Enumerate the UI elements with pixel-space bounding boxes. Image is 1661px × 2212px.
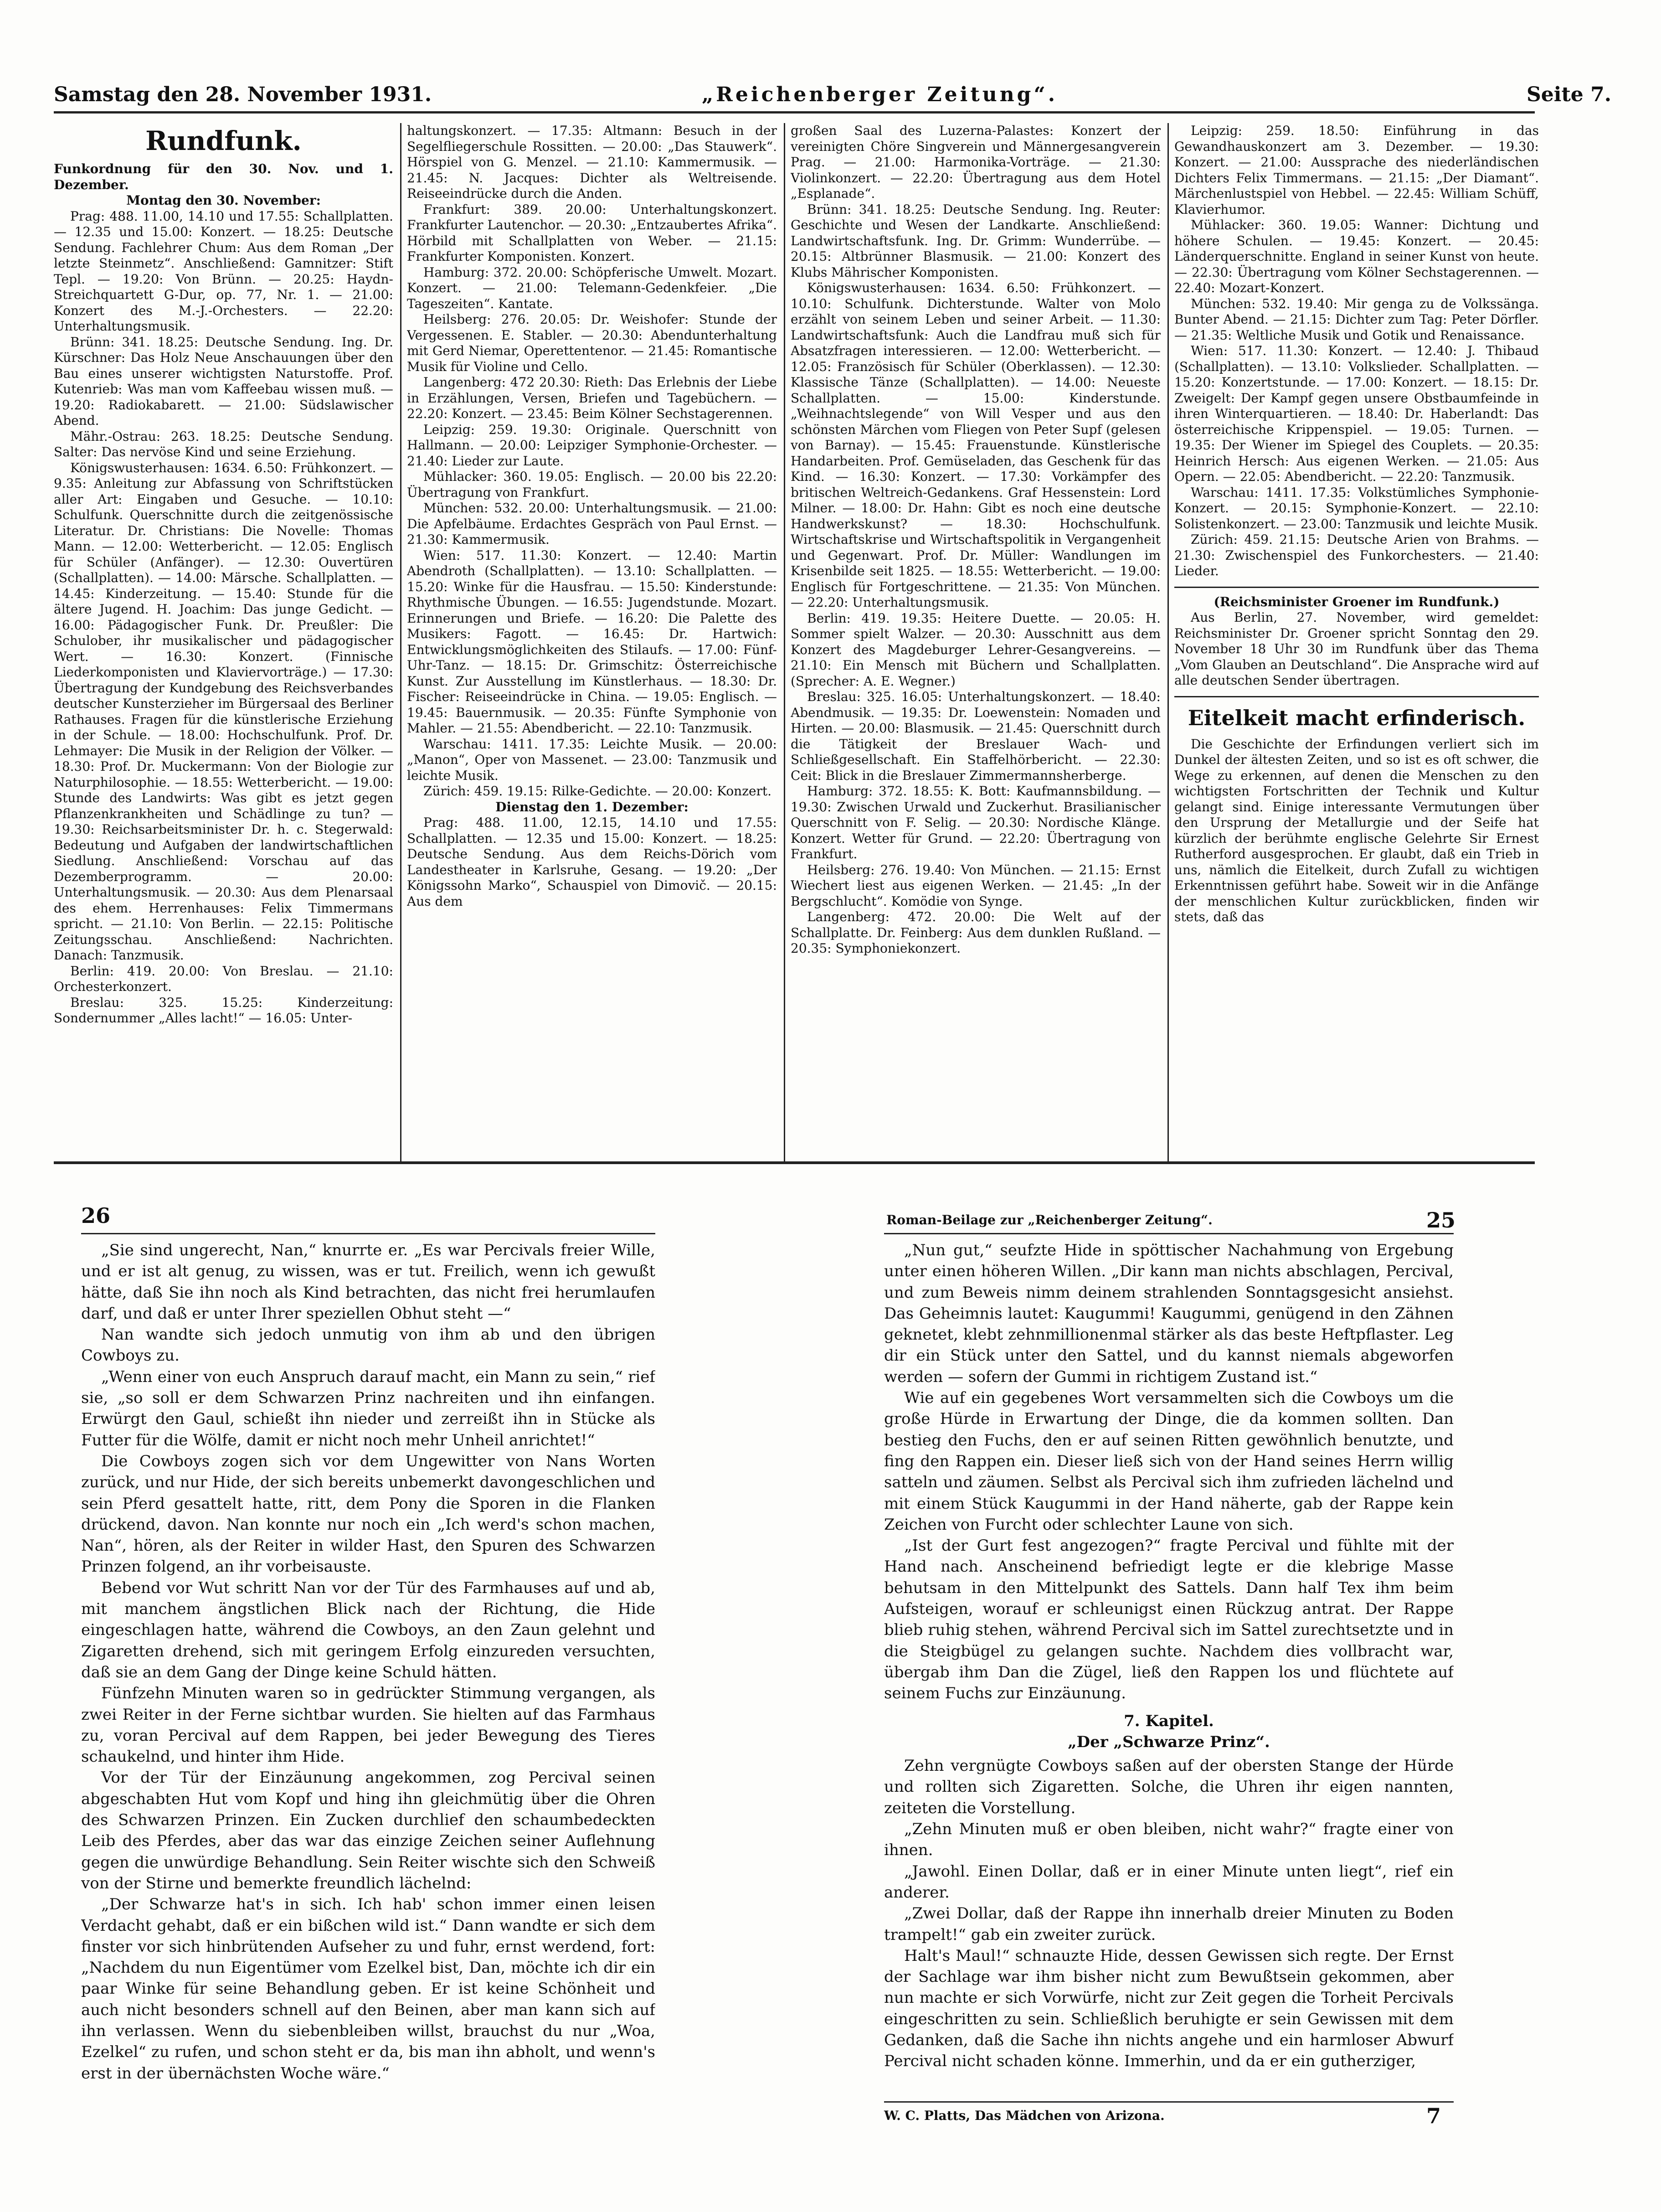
station-entry: Heilsberg: 276. 19.40: Von München. — 21.15: Ernst Wiechert liest aus eigenen Werken. — 21.45: „In der Bergschlucht“. Komödie von Synge.	[791, 862, 1161, 909]
novel-right-page-number: 25	[1426, 1208, 1456, 1232]
novel-paragraph: „Zehn Minuten muß er oben bleiben, nicht wahr?“ fragte einer von ihnen.	[884, 1820, 1454, 1860]
novel-right-column	[884, 1240, 1454, 2097]
rundfunk-column-2	[407, 123, 777, 1158]
station-entry: Warschau: 1411. 17.35: Leichte Musik. — 20.00: „Manon“, Oper von Massenet. — 23.00: Tanzmusik und leichte Musik.	[407, 736, 777, 783]
rundfunk-column-3	[791, 123, 1161, 1158]
section-bottom-rule	[54, 1161, 1535, 1164]
station-entry: Wien: 517. 11.30: Konzert. — 12.40: Martin Abendroth (Schallplatten). — 13.10: Schallplatten. — 15.20: Winke für die Hausfrau. — 15.50: Kinderstunde: Rhythmische Übungen. — 16.55: Jugendstunde. Mozart. Erinnerungen und Briefe. — 16.20: Die Palette des Musikers: Fagott. — 16.45: Dr. Hartwich: Entwicklungsmöglichkeiten des Stilaufs. — 17.00: Fünf-Uhr-Tanz. — 18.15: Dr. Grimschitz: Österreichische Kunst. Zur Ausstellung im Künstlerhaus. — 18.30: Dr. Fischer: Reiseeindrücke in China. — 19.05: Englisch. — 19.45: Bauernmusik. — 20.35: Fünfte Symphonie von Mahler. — 21.55: Abendbericht. — 22.10: Tanzmusik.	[407, 547, 777, 736]
novel-paragraph: „Der Schwarze hat's in sich. Ich hab' schon immer einen leisen Verdacht gehabt, daß er ein bißchen wild ist.“ Dann wandte er sich dem finster vor sich hinbrütenden Aufseher zu und fuhr, ernst werdend, fort: „Nachdem du nun Eigentümer vom Ezelkel bist, Dan, möchte ich dir ein paar Winke für seine Behandlung geben. Er ist keine Schönheit und auch nicht besonders schnell auf den Beinen, aber man kann sich auf ihn verlassen. Wenn du siebenbleiben willst, brauchst du nur „Woa, Ezelkel“ zu rufen, und schon steht er da, bis man ihn abholt, und wenn's erst in der übernächsten Woche wäre.“	[81, 1895, 655, 2083]
station-entry: Leipzig: 259. 19.30: Originale. Querschnitt von Hallmann. — 20.00: Leipziger Symphonie-Orchester. — 21.40: Lieder zur Laute.	[407, 422, 777, 469]
rundfunk-column-4	[1174, 123, 1539, 1158]
station-entry: Königswusterhausen: 1634. 6.50: Frühkonzert. — 9.35: Anleitung zur Abfassung von Schriftstücken aller Art: Eingaben und Gesuche. — 10.10: Schulfunk. Querschnitte durch die zeitgenössische Literatur. Dr. Christians: Die Novelle: Thomas Mann. — 12.00: Wetterbericht. — 12.05: Englisch für Schüler (Anfänger). — 12.30: Ouvertüren (Schallplatten). — 14.00: Märsche. Schallplatten. — 14.45: Kinderzeitung. — 15.40: Stunde für die ältere Jugend. H. Joachim: Das junge Gedicht. — 16.00: Pädagogischer Funk. Dr. Preußler: Die Schulober, ihr musikalischer und pädagogischer Wert. — 16.30: Konzert. (Finnische Liederkomponisten und Klaviervorträge.) — 17.30: Übertragung der Kundgebung des Reichsverbandes deutscher Kunsterzieher im Bürgersaal des Berliner Rathauses. Fragen für die künstlerische Erziehung in der Schule. — 18.00: Hochschulfunk. Prof. Dr. Lehmayer: Die Musik in der Religion der Völker. — 18.30: Prof. Dr. Muckermann: Von der Biologie zur Naturphilosophie. — 18.55: Wetterbericht. — 19.00: Stunde des Landwirts: Was gibt es jetzt gegen Pflanzenkrankheiten und Schädlinge zu tun? — 19.30: Reichsarbeitsminister Dr. h. c. Stegerwald: Bedeutung und Aufgaben der landwirtschaftlichen Siedlung. Anschließend: Vorschau auf das Dezemberprogramm. — 20.00: Unterhaltungsmusik. — 20.30: Aus dem Plenarsaal des ehem. Herrenhauses: Felix Timmermans spricht. — 21.10: Von Berlin. — 22.15: Politische Zeitungsschau. Anschließend: Nachrichten. Danach: Tanzmusik.	[54, 460, 393, 963]
station-entry: Königswusterhausen: 1634. 6.50: Frühkonzert. — 10.10: Schulfunk. Dichterstunde. Walter von Molo erzählt von seinem Leben und seiner Arbeit. — 11.30: Landwirtschaftsfunk: Auch die Landfrau muß sich für Absatzfragen interessieren. — 12.00: Wetterbericht. — 12.05: Französisch für Schüler (Oberklassen). — 12.30: Klassische Tänze (Schallplatten). — 14.00: Neueste Schallplatten. — 15.00: Kinderstunde. „Weihnachtslegende“ von Will Vesper und aus den schönsten Märchen vom Fliegen von Peter Supf (gelesen von Barnay). — 15.45: Frauenstunde. Künstlerische Handarbeiten. Prof. Gemüseladen, das Geschenk für das Kind. — 16.30: Konzert. — 17.30: Vorkämpfer des britischen Weltreich-Gedankens. Graf Hessenstein: Lord Milner. — 18.00: Dr. Hahn: Gibt es noch eine deutsche Handwerkskunst? — 18.30: Hochschulfunk. Wirtschaftskrise und Wirtschaftspolitik in Vergangenheit und Gegenwart. Prof. Dr. Müller: Wandlungen im Krisenbilde seit 1825. — 18.55: Wetterbericht. — 19.00: Englisch für Fortgeschrittene. — 21.35: Von München. — 22.20: Unterhaltungsmusik.	[791, 280, 1161, 610]
station-entry: Brünn: 341. 18.25: Deutsche Sendung. Ing. Reuter: Geschichte und Wesen der Landkarte. Anschließend: Landwirtschaftsfunk. Ing. Dr. Grimm: Wunderrübe. — 20.15: Altbrünner Blasmusik. — 21.00: Konzert des Klubs Mährischer Komponisten.	[791, 201, 1161, 280]
news-note-title: (Reichsminister Groener im Rundfunk.)	[1214, 594, 1500, 609]
novel-footer-rule	[884, 2101, 1454, 2103]
chapter-title: „Der „Schwarze Prinz“.	[1068, 1732, 1270, 1751]
novel-paragraph: „Jawohl. Einen Dollar, daß er in einer Minute unten liegt“, rief ein anderer.	[884, 1862, 1454, 1902]
column-divider	[400, 123, 401, 1162]
station-entry: Prag: 488. 11.00, 14.10 und 17.55: Schallplatten. — 12.35 und 15.00: Konzert. — 18.25: Deutsche Sendung. Fachlehrer Chum: Aus dem Roman „Der letzte Steinmetz“. Anschließend: Gamnitzer: Stift Tepl. — 19.20: Von Brünn. — 20.25: Haydn-Streichquartett G-Dur, op. 77, Nr. 1. — 21.00: Konzert des M.-J.-Orchesters. — 22.20: Unterhaltungsmusik.	[54, 208, 393, 334]
station-entry: Hamburg: 372. 20.00: Schöpferische Umwelt. Mozart. Konzert. — 21.00: Telemann-Gedenkfeier. „Die Tageszeiten“. Kantate.	[407, 264, 777, 311]
novel-paragraph: „Wenn einer von euch Anspruch darauf macht, ein Mann zu sein,“ rief sie, „so soll er dem Schwarzen Prinz nachreiten und ihn einfangen. Erwürgt den Gaul, schießt ihn nieder und zerreißt ihn in Stücke als Futter für die Wölfe, damit er nicht noch mehr Unheil anrichtet!“	[81, 1367, 655, 1449]
novel-paragraph: Vor der Tür der Einzäunung angekommen, zog Percival seinen abgeschabten Hut vom Kopf und hing ihn gleichmütig über die Ohren des Schwarzen Prinzen. Ein Zucken durchlief den schaumbedeckten Leib des Pferdes, aber das war das einzige Zeichen seiner Auflehnung gegen die unwürdige Behandlung. Sein Reiter wischte sich den Schweiß von der Stirne und bemerkte freundlich lächelnd:	[81, 1769, 655, 1892]
novel-paragraph: „Ist der Gurt fest angezogen?“ fragte Percival und fühlte mit der Hand nach. Anscheinend befriedigt legte er die klebrige Masse behutsam in den Mittelpunkt des Sattels. Dann half Tex ihm beim Aufsteigen, worauf er schleunigst einen Rückzug antrat. Der Rappe blieb ruhig stehen, während Percival sich im Sattel zurechtsetzte und in die Steigbügel zu gelangen suchte. Nachdem dies vollbracht war, übergab ihm Dan die Zügel, ließ den Rappen los und flüchtete auf seinem Fuchs zur Einzäunung.	[884, 1537, 1454, 1703]
novel-paragraph: „Nun gut,“ seufzte Hide in spöttischer Nachahmung von Ergebung unter einen höheren Willen. „Dir kann man nichts abschlagen, Percival, und zum Beweis nimm deinem strahlenden Sonntagsgesicht ansiehst. Das Geheimnis lautet: Kaugummi! Kaugummi, genügend in den Zähnen geknetet, klebt zehnmillionenmal stärker als das beste Heftpflaster. Leg dir ein Stück unter den Sattel, und du kannst niemals abgeworfen werden — sofern der Gummi in richtigem Zustand ist.“	[884, 1241, 1454, 1386]
header-page-number: Seite 7.	[1527, 83, 1612, 106]
station-entry: Hamburg: 372. 18.55: K. Bott: Kaufmannsbildung. — 19.30: Zwischen Urwald und Zuckerhut. Brasilianischer Querschnitt von F. Selig. — 20.30: Nordische Klänge. Konzert. Wetter für Grund. — 22.20: Übertragung von Frankfurt.	[791, 784, 1161, 861]
novel-paragraph: Nan wandte sich jedoch unmutig von ihm ab und den übrigen Cowboys zu.	[81, 1325, 655, 1365]
station-entry: haltungskonzert. — 17.35: Altmann: Besuch in der Segelfliegerschule Rossitten. — 20.00: „Das Stauwerk“. Hörspiel von G. Menzel. — 21.10: Kammermusik. — 21.45: N. Jacques: Dichter als Weltreisende. Reiseeindrücke durch die Anden.	[407, 123, 777, 201]
station-entry: großen Saal des Luzerna-Palastes: Konzert der vereinigten Chöre Singverein und Männergesangverein Prag. — 21.00: Harmonika-Vorträge. — 21.30: Violinkonzert. — 22.20: Übertragung aus dem Hotel „Esplanade“.	[791, 123, 1161, 201]
station-entry: Zürich: 459. 21.15: Deutsche Arien von Brahms. — 21.30: Zwischenspiel des Funkorchesters. — 21.40: Lieder.	[1174, 532, 1539, 578]
station-entry: Langenberg: 472. 20.00: Die Welt auf der Schallplatte. Dr. Feinberg: Aus dem dunklen Rußland. — 20.35: Symphoniekonzert.	[791, 909, 1161, 956]
novel-paragraph: Bebend vor Wut schritt Nan vor der Tür des Farmhauses auf und ab, mit manchem ängstlichen Blick nach der Richtung, die Hide eingeschlagen hatte, während die Cowboys, an den Zaun gelehnt und Zigaretten drehend, sich mit geringem Erfolg einzureden versuchten, daß sie an dem Gang der Dinge keine Schuld hätten.	[81, 1578, 655, 1681]
novel-paragraph: Die Cowboys zogen sich vor dem Ungewitter von Nans Worten zurück, und nur Hide, der sich bereits unbemerkt davongeschlichen und sein Pferd gesattelt hatte, ritt, dem Pony die Sporen in die Flanken drückend, davon. Nan konnte nur noch ein „Ich werd's schon machen, Nan“, hören, als der Reiter in wilder Hast, den Spuren des Schwarzen Prinzen folgend, an ihr vorbeisauste.	[81, 1452, 655, 1576]
novel-left-rule	[81, 1233, 655, 1234]
station-entry: Breslau: 325. 16.05: Unterhaltungskonzert. — 18.40: Abendmusik. — 19.35: Dr. Loewenstein: Nomaden und Hirten. — 20.00: Blasmusik. — 21.45: Querschnitt durch die Tätigkeit der Breslauer Wach- und Schließgesellschaft. Ein Staffelhörbericht. — 22.30: Ceit: Blick in die Breslauer Zimmermannsherberge.	[791, 689, 1161, 783]
station-entry: Prag: 488. 11.00, 12.15, 14.10 und 17.55: Schallplatten. — 12.35 und 15.00: Konzert. — 18.25: Deutsche Sendung. Aus dem Reichs-Dörich vom Landestheater in Karlsruhe, Gesang. — 19.20: „Der Königssohn Marko“, Schauspiel von Dimovič. — 20.15: Aus dem	[407, 815, 777, 909]
novel-paragraph: Wie auf ein gegebenes Wort versammelten sich die Cowboys um die große Hürde in Erwartung der Dinge, die da kommen sollten. Dan bestieg den Fuchs, den er auf seinen Ritten gewöhnlich benutzte, und fing den Rappen ein. Dieser ließ sich von der Hand seines Herrn willig satteln und zäumen. Selbst als Percival sich ihm zufrieden lächelnd und mit einem Stück Kaugummi in der Hand näherte, gab der Rappe kein Zeichen von Furcht oder schlechter Laune von sich.	[884, 1389, 1454, 1534]
column-divider	[784, 123, 785, 1162]
station-entry: Breslau: 325. 15.25: Kinderzeitung: Sondernummer „Alles lacht!“ — 16.05: Unter-	[54, 995, 393, 1026]
novel-left-page-number: 26	[81, 1203, 111, 1228]
novel-paragraph: Zehn vergnügte Cowboys saßen auf der obersten Stange der Hürde und rollten sich Zigaretten. Solche, die Uhren ihr eigen nannten, zeiteten die Vorstellung.	[884, 1757, 1454, 1817]
station-entry: Wien: 517. 11.30: Konzert. — 12.40: J. Thibaud (Schallplatten). — 13.10: Volkslieder. Schallplatten. — 15.20: Konzertstunde. — 17.00: Konzert. — 18.15: Dr. Zweigelt: Der Kampf gegen unsere Obstbaumfeinde in ihren Winterquartieren. — 18.40: Dr. Haberlandt: Das österreichische Krippenspiel. — 19.05: Turnen. — 19.35: Der Wiener im Spiegel des Couplets. — 20.35: Heinrich Hersch: Aus eigenen Werken. — 21.05: Aus Opern. — 22.05: Abendbericht. — 22.20: Tanzmusik.	[1174, 343, 1539, 484]
column-divider	[1167, 123, 1169, 1162]
station-entry: Mähr.-Ostrau: 263. 18.25: Deutsche Sendung. Salter: Das nervöse Kind und seine Erziehung.	[54, 428, 393, 459]
station-entry: Berlin: 419. 20.00: Von Breslau. — 21.10: Orchesterkonzert.	[54, 963, 393, 994]
day-heading: Dienstag den 1. Dezember:	[495, 799, 689, 815]
novel-supplement-title: Roman-Beilage zur „Reichenberger Zeitung“.	[886, 1212, 1213, 1227]
header-date: Samstag den 28. November 1931.	[54, 83, 432, 106]
station-entry: Langenberg: 472 20.30: Rieth: Das Erlebnis der Liebe in Erzählungen, Versen, Briefen und Tagebüchern. — 22.20: Konzert. — 23.45: Beim Kölner Sechstagerennen.	[407, 375, 777, 421]
article-headline: Eitelkeit macht erfinderisch.	[1188, 705, 1526, 730]
article-text: Die Geschichte der Erfindungen verliert sich im Dunkel der ältesten Zeiten, und so ist es oft schwer, die Wege zu erkennen, auf denen die Menschen zu den wichtigsten Fortschritten der Technik und Kultur gelangt sind. Einige interessante Vermutungen über den Ursprung der Metallurgie und der Seife hat kürzlich der berühmte englische Gelehrte Sir Ernest Rutherford ausgesprochen. Er glaubt, daß ein Trieb in uns, nämlich die Eitelkeit, durch Zufall zu wichtigen Erkenntnissen geführt habe. Soweit wir in die Anfänge der menschlichen Kultur zurückblicken, finden wir stets, daß das	[1174, 736, 1539, 924]
novel-right-rule	[884, 1233, 1454, 1234]
header-rule	[54, 111, 1535, 113]
day-heading: Montag den 30. November:	[126, 193, 321, 208]
station-entry: München: 532. 20.00: Unterhaltungsmusik. — 21.00: Die Apfelbäume. Erdachtes Gespräch von Paul Ernst. — 21.30: Kammermusik.	[407, 500, 777, 547]
section-rule	[1174, 689, 1539, 697]
station-entry: Mühlacker: 360. 19.05: Englisch. — 20.00 bis 22.20: Übertragung von Frankfurt.	[407, 469, 777, 500]
rundfunk-column-1	[54, 123, 393, 1158]
station-entry: Zürich: 459. 19.15: Rilke-Gedichte. — 20.00: Konzert.	[423, 784, 772, 799]
novel-paragraph: „Sie sind ungerecht, Nan,“ knurrte er. „Es war Percivals freier Wille, und er ist alt genug, zu wissen, was er tut. Freilich, wenn ich gewußt hätte, daß Sie ihn noch als Kind betrachten, das nicht frei herumlaufen darf, und daß er unter Ihrer speziellen Obhut steht —“	[81, 1241, 655, 1323]
station-entry: Frankfurt: 389. 20.00: Unterhaltungskonzert. Frankfurter Lautenchor. — 20.30: „Entzaubertes Afrika“. Hörbild mit Schallplatten von Weber. — 21.15: Frankfurter Komponisten. Konzert.	[407, 201, 777, 264]
station-entry: Brünn: 341. 18.25: Deutsche Sendung. Ing. Dr. Kürschner: Das Holz Neue Anschauungen über den Bau eines unserer wichtigsten Naturstoffe. Prof. Kutenrieb: Was man vom Kaffeebau wissen muß. — 19.20: Radiokabarett. — 21.00: Südslawischer Abend.	[54, 334, 393, 428]
station-entry: Warschau: 1411. 17.35: Volkstümliches Symphonie-Konzert. — 20.15: Symphonie-Konzert. — 22.10: Solistenkonzert. — 23.00: Tanzmusik und leichte Musik.	[1174, 485, 1539, 531]
header-newspaper-name: „Reichenberger Zeitung“.	[702, 83, 1058, 106]
chapter-heading: 7. Kapitel.	[1124, 1712, 1214, 1730]
novel-left-column	[81, 1240, 655, 2151]
station-entry: Heilsberg: 276. 20.05: Dr. Weishofer: Stunde der Vergessenen. E. Stabler. — 20.30: Abendunterhaltung mit Gerd Niemar, Operettentenor. — 21.45: Romantische Musik für Violine und Cello.	[407, 312, 777, 374]
rundfunk-subtitle: Funkordnung für den 30. Nov. und 1. Dezember.	[54, 161, 393, 192]
section-rule	[1174, 579, 1539, 588]
station-entry: Berlin: 419. 19.35: Heitere Duette. — 20.05: H. Sommer spielt Walzer. — 20.30: Ausschnitt aus dem Konzert des Magdeburger Lehrer-Gesangvereins. — 21.10: Ein Mensch mit Büchern und Schallplatten. (Sprecher: A. E. Wegner.)	[791, 610, 1161, 689]
rundfunk-title: Rundfunk.	[145, 125, 302, 156]
news-note-text: Aus Berlin, 27. November, wird gemeldet: Reichsminister Dr. Groener spricht Sonntag den 29. November 18 Uhr 30 im Rundfunk über das Thema „Vom Glauben an Deutschland“. Die Ansprache wird auf alle deutschen Sender übertragen.	[1174, 610, 1539, 688]
novel-footer-sheet: 7	[1426, 2104, 1441, 2128]
station-entry: München: 532. 19.40: Mir genga zu de Volkssänga. Bunter Abend. — 21.15: Dichter zum Tag: Peter Dörfler. — 21.35: Weltliche Musik und Gotik und Renaissance.	[1174, 296, 1539, 343]
novel-paragraph: Fünfzehn Minuten waren so in gedrückter Stimmung vergangen, als zwei Reiter in der Ferne sichtbar wurden. Sie hielten auf das Farmhaus zu, voran Percival auf dem Rappen, bei jeder Bewegung des Tieres schaukelnd, und hinter ihm Hide.	[81, 1684, 655, 1766]
station-entry: Mühlacker: 360. 19.05: Wanner: Dichtung und höhere Schulen. — 19.45: Konzert. — 20.45: Länderquerschnitte. England in seiner Kunst von heute. — 22.30: Übertragung vom Kölner Sechstagerennen. — 22.40: Mozart-Konzert.	[1174, 217, 1539, 295]
novel-paragraph: Halt's Maul!“ schnauzte Hide, dessen Gewissen sich regte. Der Ernst der Sachlage war ihm bisher nicht zum Bewußtsein gekommen, aber nun machte er sich Vorwürfe, nicht zur Zeit gegen die Torheit Percivals eingeschritten zu sein. Schließlich beruhigte er sein Gewissen mit dem Gedanken, daß die Sache ihn nichts angehe und ein harmloser Abwurf Percival nicht schaden könne. Immerhin, und da er ein gutherziger,	[884, 1946, 1454, 2071]
novel-paragraph: „Zwei Dollar, daß der Rappe ihn innerhalb dreier Minuten zu Boden trampelt!“ gab ein zweiter zurück.	[884, 1904, 1454, 1944]
novel-footer-source: W. C. Platts, Das Mädchen von Arizona.	[884, 2108, 1165, 2123]
station-entry: Leipzig: 259. 18.50: Einführung in das Gewandhauskonzert am 3. Dezember. — 19.30: Konzert. — 21.00: Aussprache des niederländischen Dichters Felix Timmermans. — 21.15: „Der Diamant“. Märchenlustspiel von Hebbel. — 22.45: William Schüff, Klavierhumor.	[1174, 123, 1539, 217]
